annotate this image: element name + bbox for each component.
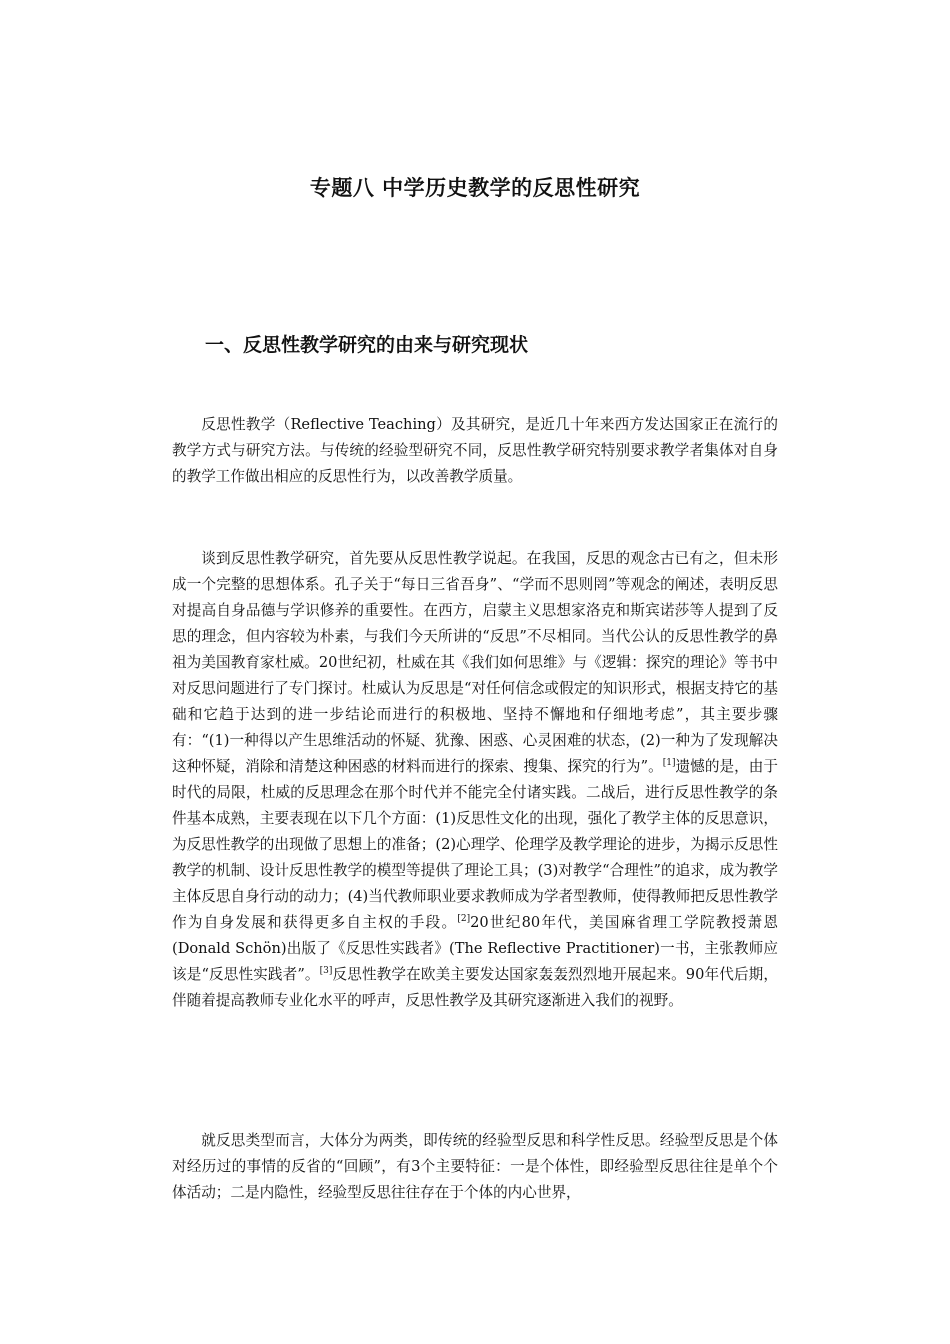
paragraph-text: 谈到反思性教学研究，首先要从反思性教学说起。在我国，反思的观念古已有之，但未形成一个完整的思想体系。孔子关于“每日三省吾身”、“学而不思则罔”等观念的阐述，表明反思对提高自身品德与学识修养的重要性。在西方，启蒙主义思想家洛克和斯宾诺莎等人提到了反思的理念，但内容较为朴素，与我们今天所讲的“反思”不尽相同。当代公认的反思性教学的鼻祖为美国教育家杜威。20世纪初，杜威在其《我们如何思维》与《逻辑：探究的理论》等书中对反思问题进行了专门探讨。杜威认为反思是“对任何信念或假定的知识形式，根据支持它的基础和它趋于达到的进一步结论而进行的积极地、坚持不懈地和仔细地考虑”，其主要步骤有：“(1)一种得以产生思维活动的怀疑、犹豫、困惑、心灵困难的状态，(2)一种为了发现解决这种怀疑，消除和清楚这种困惑的材料而进行的探索、搜集、探究的行为”。 (172, 550, 778, 775)
page-title: 专题八 中学历史教学的反思性研究 (309, 176, 641, 200)
paragraph-intro (172, 412, 778, 490)
paragraph-text: 遗憾的是，由于时代的局限，杜威的反思理念在那个时代并不能完全付诸实践。二战后，进行反思性教学的条件基本成熟，主要表现在以下几个方面：(1)反思性文化的出现，强化了教学主体的反思意识，为反思性教学的出现做了思想上的准备；(2)心理学、伦理学及教学理论的进步，为揭示反思性教学的机制、设计反思性教学的模型等提供了理论工具；(3)对教学“合理性”的追求，成为教学主体反思自身行动的动力；(4)当代教师职业要求教师成为学者型教师，使得教师把反思性教学作为自身发展和获得更多自主权的手段。 (172, 758, 778, 931)
paragraph-types (172, 1128, 778, 1206)
paragraph-history (172, 546, 778, 1014)
paragraph-text: 20世纪80年代，美国麻省理工学院教授萧恩(Donald Schön)出版了《反思性实践者》(The Reflective Practitioner)一书，主张教师应该是“反思性实践者”。 (172, 914, 778, 983)
section-heading: 一、反思性教学研究的由来与研究现状 (205, 334, 529, 356)
footnote-ref-2[interactable]: [2] (457, 914, 471, 925)
paragraph-text: 反思性教学在欧美主要发达国家轰轰烈烈地开展起来。90年代后期，伴随着提高教师专业化水平的呼声，反思性教学及其研究逐渐进入我们的视野。 (172, 966, 778, 1009)
paragraph-text: 就反思类型而言，大体分为两类，即传统的经验型反思和科学性反思。经验型反思是个体对经历过的事情的反省的“回顾”，有3个主要特征：一是个体性，即经验型反思往往是单个个体活动；二是内隐性，经验型反思往往存在于个体的内心世界， (172, 1132, 778, 1201)
paragraph-text: 反思性教学（Reflective Teaching）及其研究，是近几十年来西方发达国家正在流行的教学方式与研究方法。与传统的经验型研究不同，反思性教学研究特别要求教学者集体对自身的教学工作做出相应的反思性行为，以改善教学质量。 (172, 416, 778, 485)
footnote-ref-1[interactable]: [1] (662, 758, 676, 769)
footnote-ref-3[interactable]: [3] (319, 966, 333, 977)
